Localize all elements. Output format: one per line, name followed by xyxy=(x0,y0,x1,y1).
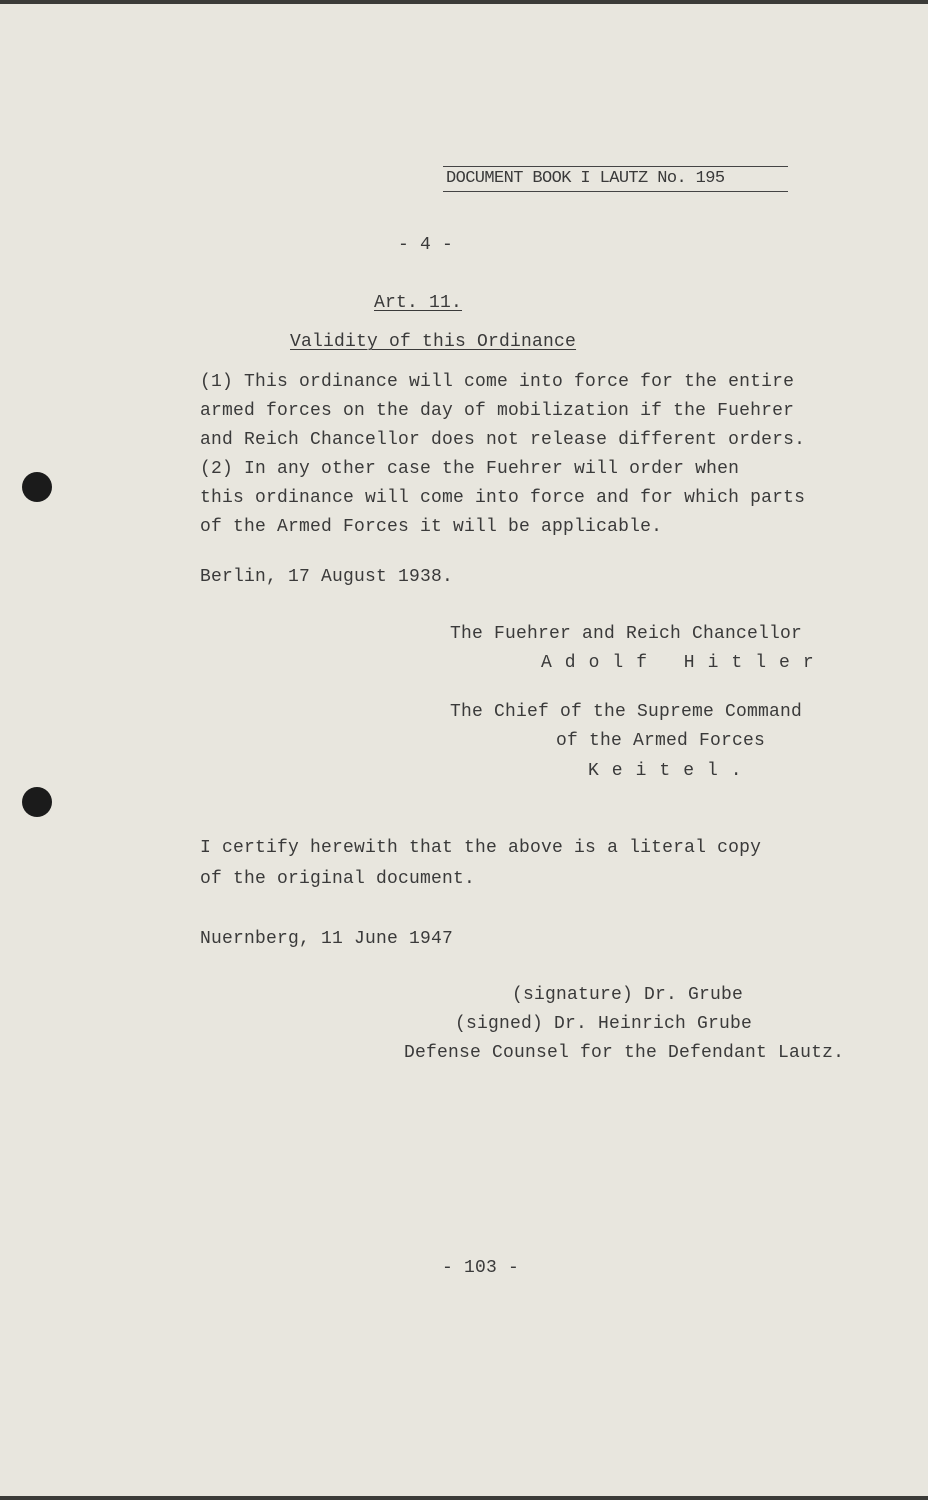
page-number: - 103 - xyxy=(442,1258,520,1278)
chief-name: Keitel. xyxy=(588,761,755,781)
paragraph-line: of the Armed Forces it will be applicable. xyxy=(200,517,663,537)
chief-title: The Chief of the Supreme Command xyxy=(450,702,803,722)
berlin-place-date: Berlin, 17 August 1938. xyxy=(200,567,454,587)
paragraph-line: (1) This ordinance will come into force for the entire xyxy=(200,372,795,392)
paragraph-line: (2) In any other case the Fuehrer will order when xyxy=(200,459,740,479)
paragraph-line: and Reich Chancellor does not release different orders. xyxy=(200,430,806,450)
nuernberg-place-date: Nuernberg, 11 June 1947 xyxy=(200,929,454,949)
punch-hole-lower xyxy=(22,787,52,817)
scan-edge-bottom xyxy=(0,1496,928,1500)
signed-line: (signed) Dr. Heinrich Grube xyxy=(455,1014,753,1034)
punch-hole-upper xyxy=(22,472,52,502)
paragraph-line: armed forces on the day of mobilization if the Fuehrer xyxy=(200,401,795,421)
page-marker: - 4 - xyxy=(398,235,454,255)
scan-edge-top xyxy=(0,0,928,4)
article-title: Validity of this Ordinance xyxy=(290,332,577,352)
signature-line: (signature) Dr. Grube xyxy=(512,985,744,1005)
fuehrer-name: Adolf Hitler xyxy=(541,653,827,673)
certification-line: of the original document. xyxy=(200,869,476,889)
chief-title-continued: of the Armed Forces xyxy=(556,731,766,751)
article-number: Art. 11. xyxy=(374,293,463,313)
defense-counsel-role: Defense Counsel for the Defendant Lautz. xyxy=(404,1043,845,1063)
fuehrer-title: The Fuehrer and Reich Chancellor xyxy=(450,624,803,644)
paragraph-line: this ordinance will come into force and for which parts xyxy=(200,488,806,508)
certification-line: I certify herewith that the above is a literal copy xyxy=(200,838,762,858)
document-reference: DOCUMENT BOOK I LAUTZ No. 195 xyxy=(446,169,725,188)
